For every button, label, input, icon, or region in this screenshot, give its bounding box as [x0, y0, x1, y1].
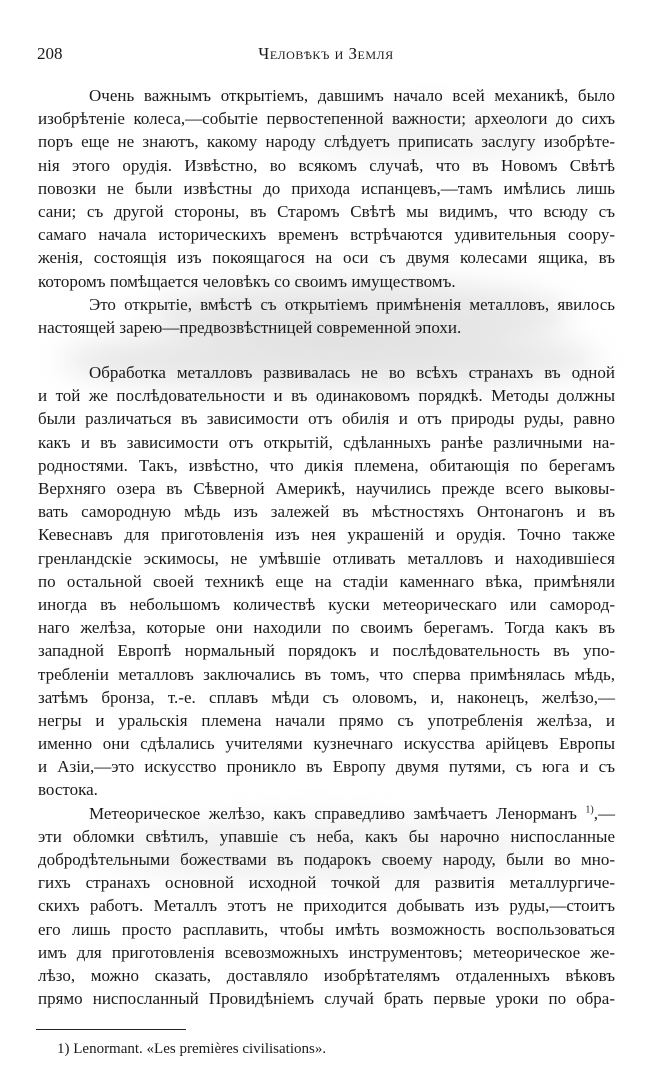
text-line: настоящей зарею—предвозвѣстницей современной эпохи. — [38, 317, 462, 337]
text-line: иногда въ небольшомъ количествѣ куски метеорическаго или самород- — [38, 594, 615, 614]
text-line: Верхняго озера въ Сѣверной Америкѣ, научились прежде всего выковы- — [38, 479, 615, 498]
paragraph — [38, 293, 615, 339]
text-line: вать самородную мѣдь изъ залежей въ мѣстностяхъ Онтонагонъ и въ — [38, 502, 615, 522]
text-line: и Азіи,—это искусство проникло въ Европу двумя путями, съ юга и съ — [38, 757, 615, 777]
text-span: ,— — [593, 803, 615, 823]
text-line: скихъ работъ. Металлъ этотъ не приходится добывать изъ руды,—стоитъ — [38, 896, 615, 916]
text-line: изобрѣтеніе колеса,—событіе первостепенной важности; археологи до сихъ — [38, 109, 615, 129]
text-line: негры и уральскія племена начали прямо съ употребленія желѣза, и — [38, 710, 615, 730]
text-line: прямо ниспосланный Провидѣніемъ случай брать первые уроки по обра- — [38, 989, 615, 1009]
paragraph — [38, 802, 615, 1011]
page-number: 208 — [37, 44, 63, 63]
text-line: гренландскіе эскимосы, не умѣвшіе отливать металловъ и находившіеся — [38, 548, 615, 568]
text-line: которомъ помѣщается человѣкъ со своимъ имуществомъ. — [38, 271, 456, 291]
page-body — [38, 84, 615, 1010]
text-line: повозки не были извѣстны до прихода испанцевъ,—тамъ имѣлись лишь — [38, 178, 615, 198]
text-line: имъ для приготовленія всевозможныхъ инструментовъ; метеорическое же- — [38, 942, 615, 962]
text-line: самаго начала историческихъ временъ встрѣчаются удивительныя соору- — [38, 225, 615, 245]
footnote: 1) Lenormant. «Les premières civilisations». — [57, 1041, 327, 1057]
text-line: какъ и въ зависимости отъ открытій, сдѣланныхъ ранѣе различными на- — [38, 432, 615, 452]
text-line: затѣмъ бронза, т.-е. сплавъ мѣди съ оловомъ, и, наконецъ, желѣзо,— — [38, 687, 615, 707]
text-span: Метеорическое желѣзо, какъ справедливо замѣчаетъ Ленорманъ — [89, 803, 586, 823]
text-line: именно они сдѣлались учителями кузнечнаго искусства арійцевъ Европы — [38, 734, 615, 754]
text-line: Обработка металловъ развивалась не во всѣхъ странахъ въ одной — [89, 363, 615, 383]
text-line: лѣзо, можно сказать, доставляло изобрѣтателямъ отдаленныхъ вѣковъ — [38, 965, 615, 985]
footnote-reference[interactable]: 1) — [585, 803, 594, 815]
text-line: поръ еще не знаютъ, какому народу слѣдуетъ приписать заслугу изобрѣте- — [38, 132, 615, 152]
text-line — [38, 802, 615, 825]
text-line: нія этого орудія. Извѣстно, во всякомъ случаѣ, что въ Новомъ Свѣтѣ — [38, 155, 615, 175]
text-line: требленіи металловъ заключались въ томъ, что сперва примѣнялась мѣдь, — [38, 664, 615, 684]
text-line: были различаться въ зависимости отъ обилія и отъ природы руды, равно — [38, 409, 615, 429]
running-title: Человѣкъ и Земля — [258, 44, 394, 63]
text-line: родностями. Такъ, извѣстно, что дикія племена, обитающія по берегамъ — [38, 455, 615, 475]
text-line: Очень важнымъ открытіемъ, давшимъ начало всей механикѣ, было — [89, 86, 615, 105]
text-line: эти обломки свѣтилъ, упавшіе съ неба, какъ бы нарочно ниспосланные — [38, 826, 615, 846]
text-line: по остальной своей техникѣ еще на стадіи каменнаго вѣка, примѣняли — [38, 571, 615, 591]
text-line: гихъ странахъ основной исходной точкой для развитія металлургиче- — [38, 873, 615, 893]
text-line: женія, состоящія изъ покоящагося на оси съ двумя колесами ящика, въ — [38, 248, 615, 268]
text-line: Это открытіе, вмѣстѣ съ открытіемъ примѣненія металловъ, явилось — [89, 294, 615, 314]
paragraph — [38, 361, 615, 802]
page-header — [37, 44, 615, 66]
text-line: западной Европѣ нормальный порядокъ и послѣдовательность въ упо- — [38, 641, 615, 661]
text-line: и той же послѣдовательности и въ одинаковомъ порядкѣ. Методы должны — [38, 386, 615, 406]
text-line: его лишь просто расплавить, чтобы имѣть возможность воспользоваться — [38, 919, 615, 939]
text-line: востока. — [38, 780, 98, 800]
text-line: Кевеснавъ для приготовленія изъ нея украшеній и орудія. Точно также — [38, 525, 615, 545]
text-line: добродѣтельными божествами въ подарокъ своему народу, были во мно- — [38, 850, 615, 869]
footnote-divider — [36, 1029, 186, 1030]
paragraph — [38, 84, 615, 293]
text-line: сани; съ другой стороны, въ Старомъ Свѣтѣ мы видимъ, что всюду съ — [38, 201, 615, 221]
text-line: наго желѣза, которые они находили по своимъ берегамъ. Тогда какъ въ — [38, 618, 615, 638]
